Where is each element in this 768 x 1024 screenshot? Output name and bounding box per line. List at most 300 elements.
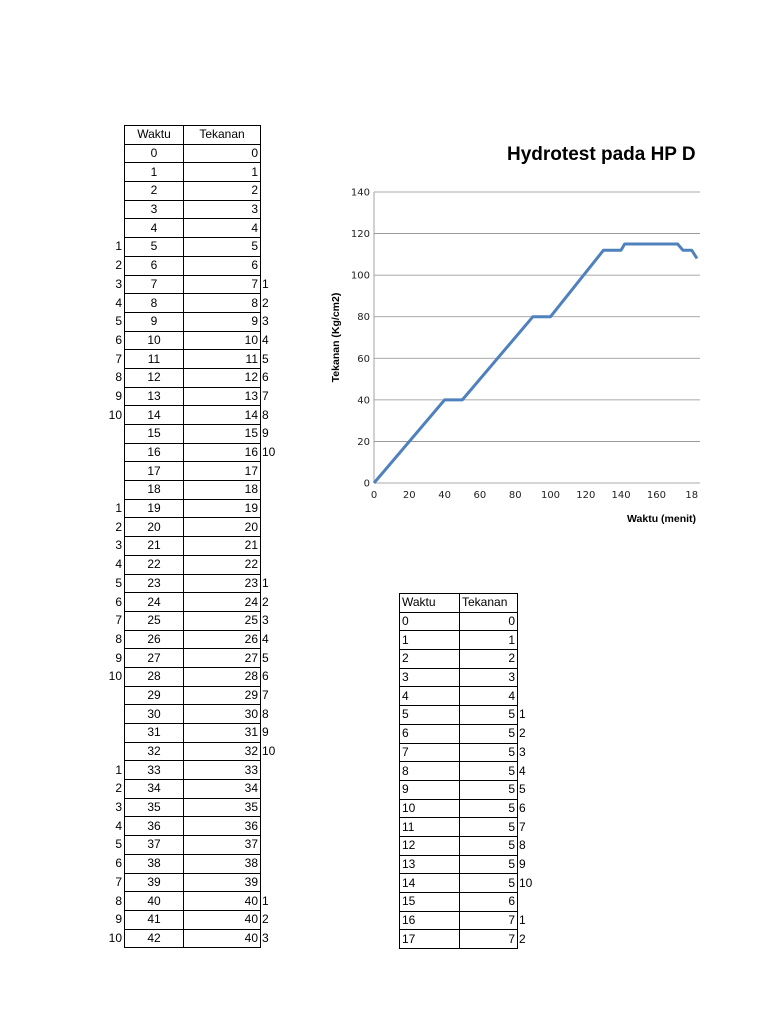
tekanan-cell: 18 xyxy=(184,481,261,500)
series-line-0 xyxy=(374,244,697,483)
row-counter-right xyxy=(261,163,287,182)
row-counter-right xyxy=(261,780,287,799)
table-row xyxy=(104,275,286,294)
row-counter-left: 4 xyxy=(115,818,122,833)
row-counter-right xyxy=(518,612,544,631)
tekanan-cell: 37 xyxy=(184,836,261,855)
table-row xyxy=(104,892,286,911)
y-tick-label: 20 xyxy=(357,436,370,448)
table-row xyxy=(104,742,286,761)
tekanan-cell: 14 xyxy=(184,406,261,425)
header-row xyxy=(400,594,544,613)
y-tick-label: 140 xyxy=(350,187,370,199)
table-row xyxy=(104,499,286,518)
waktu-cell: 30 xyxy=(125,705,184,724)
row-counter-right: 1 xyxy=(262,276,269,291)
row-counter-right xyxy=(518,893,544,912)
tekanan-cell: 16 xyxy=(184,443,261,462)
table-row xyxy=(104,331,286,350)
row-counter-right: 2 xyxy=(519,931,526,946)
table-row xyxy=(400,706,544,725)
tekanan-cell: 22 xyxy=(184,555,261,574)
table-row xyxy=(400,762,544,781)
tekanan-cell: 38 xyxy=(184,854,261,873)
row-counter-left: 9 xyxy=(115,388,122,403)
row-counter-left xyxy=(104,219,125,238)
row-counter-right: 4 xyxy=(519,763,526,778)
row-counter-left: 1 xyxy=(115,762,122,777)
row-counter-right xyxy=(261,481,287,500)
waktu-cell: 39 xyxy=(125,873,184,892)
waktu-cell: 2 xyxy=(400,650,460,669)
table-row xyxy=(104,219,286,238)
row-counter-right: 5 xyxy=(262,650,269,665)
waktu-cell: 14 xyxy=(125,406,184,425)
row-counter-right xyxy=(261,518,287,537)
table-row xyxy=(400,612,544,631)
row-counter-right: 5 xyxy=(519,782,526,797)
waktu-cell: 3 xyxy=(400,668,460,687)
table-row xyxy=(104,761,286,780)
row-counter-right xyxy=(261,256,287,275)
row-counter-left: 7 xyxy=(115,874,122,889)
table-row xyxy=(104,593,286,612)
row-counter-left: 9 xyxy=(115,912,122,927)
waktu-cell: 12 xyxy=(125,368,184,387)
table-row xyxy=(104,910,286,929)
waktu-cell: 33 xyxy=(125,761,184,780)
x-tick-label: 140 xyxy=(611,490,631,501)
row-counter-left xyxy=(104,481,125,500)
waktu-cell: 17 xyxy=(400,930,460,949)
waktu-cell: 11 xyxy=(125,350,184,369)
tekanan-cell: 9 xyxy=(184,312,261,331)
row-counter-right: 3 xyxy=(262,930,269,945)
row-counter-left xyxy=(104,182,125,201)
header-waktu: Waktu xyxy=(400,594,460,613)
tekanan-cell: 5 xyxy=(460,743,518,762)
waktu-cell: 9 xyxy=(400,780,460,799)
tekanan-cell: 7 xyxy=(460,911,518,930)
row-counter-left: 4 xyxy=(115,295,122,310)
table-row xyxy=(400,799,544,818)
waktu-cell: 42 xyxy=(125,929,184,948)
tekanan-cell: 17 xyxy=(184,462,261,481)
row-counter-right: 2 xyxy=(262,912,269,927)
waktu-cell: 9 xyxy=(125,312,184,331)
table-row xyxy=(104,574,286,593)
tekanan-cell: 5 xyxy=(460,724,518,743)
row-counter-right: 7 xyxy=(262,388,269,403)
left-data-table xyxy=(104,125,286,948)
waktu-cell: 40 xyxy=(125,892,184,911)
waktu-cell: 10 xyxy=(400,799,460,818)
row-counter-right: 1 xyxy=(519,707,526,722)
line-chart xyxy=(320,140,700,540)
x-tick-label: 40 xyxy=(438,490,451,501)
tekanan-cell: 26 xyxy=(184,630,261,649)
row-counter-left: 4 xyxy=(115,557,122,572)
tekanan-cell: 5 xyxy=(460,818,518,837)
row-counter-left xyxy=(104,686,125,705)
table-row xyxy=(104,854,286,873)
tekanan-cell: 12 xyxy=(184,368,261,387)
waktu-cell: 7 xyxy=(125,275,184,294)
tekanan-cell: 7 xyxy=(460,930,518,949)
tekanan-cell: 33 xyxy=(184,761,261,780)
row-counter-right xyxy=(261,499,287,518)
table-row xyxy=(104,611,286,630)
x-tick-label: 120 xyxy=(576,490,596,501)
tekanan-cell: 5 xyxy=(460,836,518,855)
row-counter-right: 2 xyxy=(262,295,269,310)
table-row xyxy=(104,443,286,462)
row-counter-right xyxy=(261,873,287,892)
waktu-cell: 4 xyxy=(400,687,460,706)
tekanan-cell: 40 xyxy=(184,910,261,929)
y-tick-label: 60 xyxy=(357,353,370,365)
tekanan-cell: 29 xyxy=(184,686,261,705)
row-counter-left: 7 xyxy=(115,351,122,366)
table-row xyxy=(400,724,544,743)
table-row xyxy=(104,555,286,574)
row-counter-left: 6 xyxy=(115,332,122,347)
row-counter-left xyxy=(104,443,125,462)
row-counter-right xyxy=(261,219,287,238)
tekanan-cell: 3 xyxy=(460,668,518,687)
tekanan-cell: 6 xyxy=(184,256,261,275)
x-axis-title: Waktu (menit) xyxy=(627,513,697,525)
row-counter-right xyxy=(261,144,287,163)
row-counter-left: 10 xyxy=(108,669,122,684)
row-counter-left: 8 xyxy=(115,370,122,385)
table-row xyxy=(104,929,286,948)
tekanan-cell: 5 xyxy=(460,780,518,799)
margin-cell xyxy=(518,594,544,613)
tekanan-cell: 31 xyxy=(184,724,261,743)
waktu-cell: 1 xyxy=(400,631,460,650)
waktu-cell: 18 xyxy=(125,481,184,500)
x-tick-label: 60 xyxy=(473,490,487,501)
y-tick-label: 40 xyxy=(357,395,370,407)
table-row xyxy=(104,350,286,369)
tekanan-cell: 2 xyxy=(184,182,261,201)
row-counter-right: 10 xyxy=(519,875,533,890)
waktu-cell: 4 xyxy=(125,219,184,238)
table-row xyxy=(400,874,544,893)
table-row xyxy=(104,724,286,743)
right-data-table xyxy=(399,593,544,949)
table-row xyxy=(104,144,286,163)
waktu-cell: 41 xyxy=(125,910,184,929)
chart-title: Hydrotest pada HP D xyxy=(507,144,696,165)
waktu-cell: 19 xyxy=(125,499,184,518)
waktu-cell: 35 xyxy=(125,798,184,817)
row-counter-right xyxy=(518,687,544,706)
row-counter-right: 4 xyxy=(262,332,269,347)
left-table-body xyxy=(104,126,286,948)
table-row xyxy=(400,818,544,837)
row-counter-left: 10 xyxy=(108,407,122,422)
waktu-cell: 31 xyxy=(125,724,184,743)
row-counter-right xyxy=(518,631,544,650)
tekanan-cell: 0 xyxy=(460,612,518,631)
tekanan-cell: 23 xyxy=(184,574,261,593)
tekanan-cell: 0 xyxy=(184,144,261,163)
table-row xyxy=(400,911,544,930)
waktu-cell: 8 xyxy=(125,294,184,313)
row-counter-left: 6 xyxy=(115,594,122,609)
waktu-cell: 11 xyxy=(400,818,460,837)
row-counter-right: 10 xyxy=(262,744,276,759)
tekanan-cell: 1 xyxy=(184,163,261,182)
waktu-cell: 3 xyxy=(125,200,184,219)
row-counter-right: 8 xyxy=(262,407,269,422)
waktu-cell: 2 xyxy=(125,182,184,201)
waktu-cell: 38 xyxy=(125,854,184,873)
header-waktu: Waktu xyxy=(125,126,184,145)
row-counter-right: 8 xyxy=(519,838,526,853)
row-counter-left: 3 xyxy=(115,800,122,815)
row-counter-left: 8 xyxy=(115,893,122,908)
waktu-cell: 16 xyxy=(400,911,460,930)
row-counter-right xyxy=(261,200,287,219)
tekanan-cell: 35 xyxy=(184,798,261,817)
tekanan-cell: 11 xyxy=(184,350,261,369)
table-row xyxy=(400,855,544,874)
row-counter-right: 10 xyxy=(262,445,276,460)
row-counter-right: 1 xyxy=(519,913,526,928)
tekanan-cell: 34 xyxy=(184,780,261,799)
row-counter-left: 2 xyxy=(115,258,122,273)
row-counter-right: 7 xyxy=(262,687,269,702)
row-counter-left: 7 xyxy=(115,613,122,628)
waktu-cell: 15 xyxy=(400,893,460,912)
table-row xyxy=(104,182,286,201)
x-tick-label: 160 xyxy=(646,490,666,501)
table-row xyxy=(104,705,286,724)
row-counter-left: 10 xyxy=(108,930,122,945)
tekanan-cell: 4 xyxy=(460,687,518,706)
tekanan-cell: 40 xyxy=(184,929,261,948)
waktu-cell: 32 xyxy=(125,742,184,761)
row-counter-right: 7 xyxy=(519,819,526,834)
header-tekanan: Tekanan xyxy=(460,594,518,613)
tekanan-cell: 32 xyxy=(184,742,261,761)
row-counter-right: 3 xyxy=(519,744,526,759)
row-counter-left: 8 xyxy=(115,631,122,646)
row-counter-left: 5 xyxy=(115,837,122,852)
table-row xyxy=(400,668,544,687)
row-counter-right: 4 xyxy=(262,631,269,646)
table-row xyxy=(104,425,286,444)
waktu-cell: 15 xyxy=(125,425,184,444)
y-tick-label: 0 xyxy=(363,478,370,490)
waktu-cell: 6 xyxy=(125,256,184,275)
y-tick-label: 100 xyxy=(350,270,370,282)
row-counter-right xyxy=(518,650,544,669)
table-row xyxy=(104,256,286,275)
waktu-cell: 34 xyxy=(125,780,184,799)
tekanan-cell: 28 xyxy=(184,667,261,686)
tekanan-cell: 30 xyxy=(184,705,261,724)
waktu-cell: 36 xyxy=(125,817,184,836)
table-row xyxy=(104,780,286,799)
waktu-cell: 22 xyxy=(125,555,184,574)
table-row xyxy=(104,200,286,219)
row-counter-left: 5 xyxy=(115,575,122,590)
row-counter-right: 5 xyxy=(262,351,269,366)
table-row xyxy=(104,368,286,387)
margin-cell xyxy=(104,126,125,145)
waktu-cell: 6 xyxy=(400,724,460,743)
waktu-cell: 20 xyxy=(125,518,184,537)
table-row xyxy=(104,667,286,686)
waktu-cell: 25 xyxy=(125,611,184,630)
x-tick-label: 18 xyxy=(685,490,699,501)
x-tick-label: 100 xyxy=(540,490,561,501)
waktu-cell: 37 xyxy=(125,836,184,855)
margin-cell xyxy=(261,126,287,145)
row-counter-right: 3 xyxy=(262,314,269,329)
row-counter-left: 3 xyxy=(115,276,122,291)
row-counter-left: 9 xyxy=(115,650,122,665)
table-row xyxy=(104,387,286,406)
x-tick-label: 20 xyxy=(402,490,416,501)
row-counter-right: 8 xyxy=(262,706,269,721)
table-row xyxy=(104,312,286,331)
waktu-cell: 23 xyxy=(125,574,184,593)
y-tick-label: 120 xyxy=(350,229,370,241)
waktu-cell: 8 xyxy=(400,762,460,781)
table-row xyxy=(104,630,286,649)
row-counter-right xyxy=(261,182,287,201)
waktu-cell: 12 xyxy=(400,836,460,855)
waktu-cell: 13 xyxy=(125,387,184,406)
row-counter-left: 1 xyxy=(115,239,122,254)
tekanan-cell: 2 xyxy=(460,650,518,669)
row-counter-right xyxy=(261,854,287,873)
row-counter-right: 9 xyxy=(519,856,526,871)
waktu-cell: 29 xyxy=(125,686,184,705)
row-counter-right xyxy=(261,798,287,817)
tekanan-cell: 3 xyxy=(184,200,261,219)
table-row xyxy=(104,406,286,425)
waktu-cell: 17 xyxy=(125,462,184,481)
row-counter-right: 9 xyxy=(262,725,269,740)
tekanan-cell: 13 xyxy=(184,387,261,406)
table-row xyxy=(104,836,286,855)
waktu-cell: 24 xyxy=(125,593,184,612)
row-counter-left xyxy=(104,144,125,163)
table-row xyxy=(400,687,544,706)
table-row xyxy=(104,481,286,500)
row-counter-right xyxy=(261,817,287,836)
tekanan-cell: 5 xyxy=(460,706,518,725)
table-row xyxy=(104,163,286,182)
row-counter-left: 2 xyxy=(115,781,122,796)
waktu-cell: 26 xyxy=(125,630,184,649)
row-counter-left xyxy=(104,425,125,444)
row-counter-right xyxy=(261,462,287,481)
row-counter-left: 2 xyxy=(115,519,122,534)
row-counter-left xyxy=(104,200,125,219)
waktu-cell: 5 xyxy=(400,706,460,725)
row-counter-right: 1 xyxy=(262,575,269,590)
row-counter-right: 1 xyxy=(262,893,269,908)
y-tick-label: 80 xyxy=(357,312,370,324)
row-counter-left xyxy=(104,724,125,743)
waktu-cell: 1 xyxy=(125,163,184,182)
tekanan-cell: 5 xyxy=(184,238,261,257)
tekanan-cell: 1 xyxy=(460,631,518,650)
chart-area xyxy=(320,140,700,540)
waktu-cell: 5 xyxy=(125,238,184,257)
waktu-cell: 0 xyxy=(400,612,460,631)
x-tick-label: 80 xyxy=(508,490,522,501)
row-counter-right: 2 xyxy=(519,726,526,741)
row-counter-right xyxy=(261,537,287,556)
row-counter-left xyxy=(104,705,125,724)
waktu-cell: 28 xyxy=(125,667,184,686)
tekanan-cell: 19 xyxy=(184,499,261,518)
tekanan-cell: 15 xyxy=(184,425,261,444)
waktu-cell: 14 xyxy=(400,874,460,893)
table-row xyxy=(400,631,544,650)
waktu-cell: 0 xyxy=(125,144,184,163)
tekanan-cell: 4 xyxy=(184,219,261,238)
row-counter-left: 3 xyxy=(115,538,122,553)
waktu-cell: 27 xyxy=(125,649,184,668)
table-row xyxy=(400,743,544,762)
table-row xyxy=(104,238,286,257)
waktu-cell: 10 xyxy=(125,331,184,350)
row-counter-right xyxy=(518,668,544,687)
tekanan-cell: 40 xyxy=(184,892,261,911)
waktu-cell: 21 xyxy=(125,537,184,556)
table-row xyxy=(104,537,286,556)
table-row xyxy=(104,873,286,892)
tekanan-cell: 10 xyxy=(184,331,261,350)
row-counter-left xyxy=(104,163,125,182)
row-counter-right xyxy=(261,238,287,257)
header-row xyxy=(104,126,286,145)
table-row xyxy=(104,649,286,668)
row-counter-right: 2 xyxy=(262,594,269,609)
tekanan-cell: 39 xyxy=(184,873,261,892)
tekanan-cell: 7 xyxy=(184,275,261,294)
right-table-body xyxy=(400,594,544,949)
row-counter-right: 6 xyxy=(262,669,269,684)
row-counter-left: 6 xyxy=(115,856,122,871)
row-counter-left xyxy=(104,462,125,481)
tekanan-cell: 25 xyxy=(184,611,261,630)
tekanan-cell: 20 xyxy=(184,518,261,537)
table-row xyxy=(104,686,286,705)
table-row xyxy=(104,294,286,313)
table-row xyxy=(400,650,544,669)
table-row xyxy=(104,817,286,836)
header-tekanan: Tekanan xyxy=(184,126,261,145)
waktu-cell: 13 xyxy=(400,855,460,874)
table-row xyxy=(400,893,544,912)
y-axis-title: Tekanan (Kg/cm2) xyxy=(330,292,342,383)
row-counter-left: 5 xyxy=(115,314,122,329)
tekanan-cell: 5 xyxy=(460,762,518,781)
tekanan-cell: 24 xyxy=(184,593,261,612)
row-counter-right: 3 xyxy=(262,613,269,628)
x-tick-label: 0 xyxy=(370,490,378,501)
